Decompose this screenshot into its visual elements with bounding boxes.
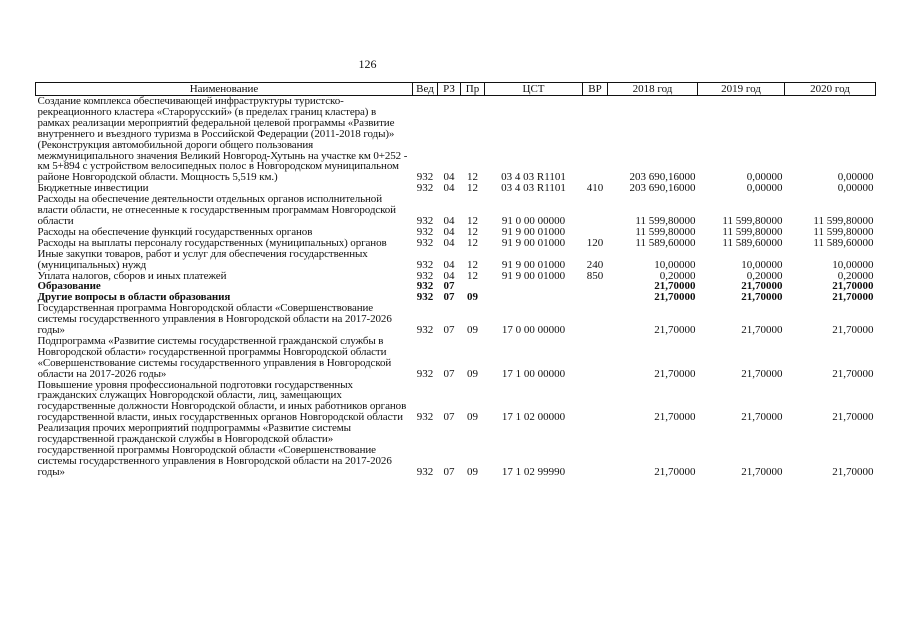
cell-name: Реализация прочих мероприятий подпрограммы «Развитие системы государственной гражданской службы в Новгородской области» государственной программы Новгородской области «Совершенствование системы государственного управления в Новгородской области на 2017-2026 годы»: [37, 422, 392, 478]
header-rz: РЗ: [438, 83, 461, 96]
cell-cst: 03 4 03 R1101: [501, 171, 566, 184]
header-ved: Вед: [413, 83, 438, 96]
cell-vr: 410: [586, 182, 604, 195]
cell-2019: 10,00000: [741, 258, 783, 271]
cell-2018: 21,70000: [654, 465, 696, 478]
cell-2018: 11 599,80000: [635, 225, 696, 238]
cell-pr: 09: [467, 465, 478, 478]
cell-cst: 91 9 00 01000: [501, 258, 566, 271]
cell-pr: 09: [467, 367, 478, 380]
cell-2019: 0,20000: [746, 269, 783, 282]
page-number: 126: [358, 57, 377, 71]
cell-name: Государственная программа Новгородской области «Совершенствование системы государственного управления в Новгородской области на 2017-2026 годы»: [37, 302, 392, 337]
cell-2018: 0,20000: [659, 269, 696, 282]
header-2020: 2020 год: [785, 83, 876, 96]
cell-2018: 203 690,16000: [629, 171, 696, 184]
cell-2018: 21,70000: [654, 324, 696, 337]
cell-2020: 21,70000: [832, 324, 874, 337]
table-header-row: [36, 83, 876, 96]
cell-cst: 17 1 00 00000: [501, 367, 566, 380]
cell-cst: 91 9 00 01000: [501, 225, 566, 238]
cell-vr: [583, 281, 608, 292]
cell-name: Расходы на выплаты персоналу государственных (муниципальных) органов: [37, 236, 387, 249]
cell-pr: 12: [467, 225, 478, 238]
table-row: [36, 249, 876, 271]
cell-rz: 07: [443, 367, 455, 380]
cell-vr: 240: [586, 258, 604, 271]
cell-rz: 07: [443, 411, 455, 424]
cell-vr: [583, 96, 608, 184]
cell-rz: 04: [443, 171, 455, 184]
cell-2020: 21,70000: [832, 291, 874, 304]
cell-2019: 21,70000: [741, 291, 783, 304]
cell-pr: 12: [467, 258, 478, 271]
cell-2019: 11 589,60000: [722, 236, 783, 249]
cell-2020: 11 589,60000: [813, 236, 874, 249]
cell-vr: [583, 336, 608, 380]
cell-2019: 21,70000: [741, 411, 783, 424]
cell-rz: 04: [443, 236, 455, 249]
cell-rz: 07: [443, 324, 455, 337]
cell-rz: 07: [443, 280, 455, 293]
cell-name: Образование: [37, 280, 101, 293]
cell-2019: 21,70000: [741, 465, 783, 478]
cell-ved: 932: [416, 258, 434, 271]
cell-2020: 11 599,80000: [813, 225, 874, 238]
cell-pr: 12: [467, 171, 478, 184]
table-body: [36, 96, 876, 478]
cell-ved: 932: [416, 280, 434, 293]
header-2018: 2018 год: [608, 83, 698, 96]
table-row: [36, 96, 876, 184]
cell-name: Уплата налогов, сборов и иных платежей: [37, 269, 227, 282]
cell-ved: 932: [416, 182, 434, 195]
cell-cst: 17 0 00 00000: [501, 324, 566, 337]
cell-2019: 0,00000: [746, 182, 783, 195]
cell-2020: 10,00000: [832, 258, 874, 271]
cell-ved: 932: [416, 291, 434, 304]
cell-cst: 91 0 00 00000: [501, 214, 566, 227]
cell-rz: 04: [443, 269, 455, 282]
cell-vr: [583, 292, 608, 303]
cell-vr: 120: [586, 236, 604, 249]
header-name: Наименование: [36, 83, 413, 96]
cell-2018: 11 589,60000: [635, 236, 696, 249]
cell-2020: 21,70000: [832, 411, 874, 424]
cell-cst: 03 4 03 R1101: [501, 182, 566, 195]
cell-name: Расходы на обеспечение деятельности отдельных органов исполнительной власти области, не отнесенные к государственным программам Новгородской области: [37, 193, 396, 227]
cell-ved: 932: [416, 225, 434, 238]
header-cst: ЦСТ: [485, 83, 583, 96]
cell-2019: 21,70000: [741, 367, 783, 380]
cell-2019: 11 599,80000: [722, 225, 783, 238]
table-row: [36, 303, 876, 336]
cell-ved: 932: [416, 214, 434, 227]
cell-2020: 21,70000: [832, 465, 874, 478]
cell-2019: 21,70000: [741, 280, 783, 293]
budget-table: [35, 82, 876, 478]
cell-2018: 203 690,16000: [629, 182, 696, 195]
table-row: [36, 194, 876, 227]
cell-cst: 91 9 00 01000: [501, 269, 566, 282]
cell-ved: 932: [416, 324, 434, 337]
cell-vr: [583, 194, 608, 227]
cell-2020: 21,70000: [832, 367, 874, 380]
cell-name: Бюджетные инвестиции: [37, 182, 149, 195]
cell-cst: 17 1 02 00000: [501, 411, 566, 424]
cell-cst: [485, 292, 583, 303]
cell-2020: 21,70000: [832, 280, 874, 293]
cell-vr: [583, 380, 608, 424]
cell-ved: 932: [416, 465, 434, 478]
cell-pr: 12: [467, 214, 478, 227]
cell-2018: 10,00000: [654, 258, 696, 271]
cell-2018: 21,70000: [654, 291, 696, 304]
cell-pr: 09: [467, 324, 478, 337]
cell-rz: 04: [443, 225, 455, 238]
header-vr: ВР: [583, 83, 608, 96]
cell-pr: 12: [467, 269, 478, 282]
cell-ved: 932: [416, 367, 434, 380]
cell-name: Повышение уровня профессиональной подготовки государственных гражданских служащих Новгородской области, лиц, замещающих государственные должности Новгородской области, и иных работников органов государственной власти, иных государственных органов Новгородской области: [37, 378, 407, 424]
cell-ved: 932: [416, 171, 434, 184]
cell-2020: 0,00000: [837, 171, 874, 184]
cell-2018: 21,70000: [654, 280, 696, 293]
cell-ved: 932: [416, 269, 434, 282]
cell-pr: 12: [467, 182, 478, 195]
cell-pr: 12: [467, 236, 478, 249]
cell-rz: 04: [443, 214, 455, 227]
header-pr: Пр: [461, 83, 485, 96]
cell-vr: [583, 303, 608, 336]
cell-cst: 17 1 02 99990: [501, 465, 566, 478]
cell-rz: 07: [443, 465, 455, 478]
cell-cst: [485, 281, 583, 292]
cell-name: Создание комплекса обеспечивающей инфраструктуры туристско-рекреационного кластера «Старорусский» (в пределах границ кластера) в рамках реализации мероприятий федеральной целевой программы «Развитие внутреннего и въездного туризма в Российской Федерации (2011-2018 годы)» (Реконструкция автомобильной дороги общего пользования межмуниципального значения Великий Новгород-Хутынь на участке км 0+252 - км 5+894 с устройством велосипедных полос в Новгородском муниципальном районе Новгородской области. Мощность 5,519 км.): [37, 95, 408, 184]
cell-vr: 850: [586, 269, 604, 282]
cell-2018: 21,70000: [654, 367, 696, 380]
cell-2020: 0,00000: [837, 182, 874, 195]
cell-vr: [583, 423, 608, 478]
cell-2019: 21,70000: [741, 324, 783, 337]
cell-2019: 0,00000: [746, 171, 783, 184]
cell-rz: 04: [443, 258, 455, 271]
cell-name: Подпрограмма «Развитие системы государственной гражданской службы в Новгородской области» государственной программы Новгородской области «Совершенствование системы государственного управления в Новгородской области на 2017-2026 годы»: [37, 334, 392, 380]
cell-ved: 932: [416, 236, 434, 249]
cell-name: Другие вопросы в области образования: [37, 291, 231, 304]
cell-rz: 07: [443, 291, 455, 304]
cell-2018: 21,70000: [654, 411, 696, 424]
cell-2018: 11 599,80000: [635, 214, 696, 227]
table-row: [36, 336, 876, 380]
cell-pr: 09: [467, 291, 478, 304]
table-row: [36, 423, 876, 478]
cell-2019: 11 599,80000: [722, 214, 783, 227]
cell-name: Иные закупки товаров, работ и услуг для обеспечения государственных (муниципальных) нужд: [37, 247, 368, 271]
cell-2020: 0,20000: [837, 269, 874, 282]
cell-name: Расходы на обеспечение функций государственных органов: [37, 225, 313, 238]
header-2019: 2019 год: [698, 83, 785, 96]
cell-pr: 09: [467, 411, 478, 424]
cell-cst: 91 9 00 01000: [501, 236, 566, 249]
cell-ved: 932: [416, 411, 434, 424]
cell-2020: 11 599,80000: [813, 214, 874, 227]
table-row: [36, 380, 876, 424]
cell-rz: 04: [443, 182, 455, 195]
